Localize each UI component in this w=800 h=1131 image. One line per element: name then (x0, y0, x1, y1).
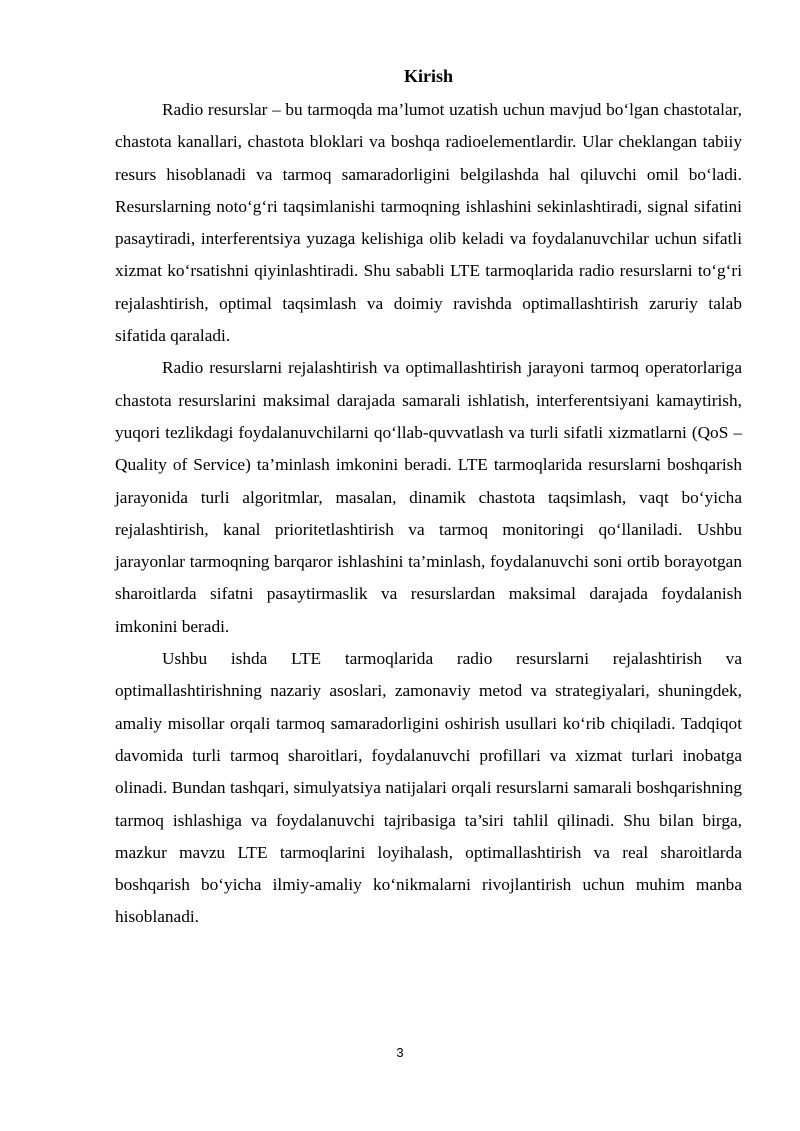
paragraph-3: Ushbu ishda LTE tarmoqlarida radio resurslarni rejalashtirish va optimallashtirishning nazariy asoslari, zamonaviy metod va strategiyalari, shuningdek, amaliy misollar orqali tarmoq samaradorligini oshirish usullari ko‘rib chiqiladi. Tadqiqot davomida turli tarmoq sharoitlari, foydalanuvchi profillari va xizmat turlari inobatga olinadi. Bundan tashqari, simulyatsiya natijalari orqali resurslarni samarali boshqarishning tarmoq ishlashiga va foydalanuvchi tajribasiga ta’siri tahlil qilinadi. Shu bilan birga, mazkur mavzu LTE tarmoqlarini loyihalash, optimallashtirish va real sharoitlarda boshqarish bo‘yicha ilmiy-amaliy ko‘nikmalarni rivojlantirish uchun muhim manba hisoblanadi. (115, 649, 742, 927)
paragraph-1: Radio resurslar – bu tarmoqda ma’lumot uzatish uchun mavjud bo‘lgan chastotalar, chastota kanallari, chastota bloklari va boshqa radioelementlardir. Ular cheklangan tabiiy resurs hisoblanadi va tarmoq samaradorligini belgilashda hal qiluvchi omil bo‘ladi. Resurslarning noto‘g‘ri taqsimlanishi tarmoqning ishlashini sekinlashtiradi, signal sifatini pasaytiradi, interferentsiya yuzaga kelishiga olib keladi va foydalanuvchilar uchun sifatli xizmat ko‘rsatishni qiyinlashtiradi. Shu sababli LTE tarmoqlarida radio resurslarni to‘g‘ri rejalashtirish, optimal taqsimlash va doimiy ravishda optimallashtirish zaruriy talab sifatida qaraladi. (115, 100, 742, 346)
section-heading: Kirish (403, 66, 453, 86)
paragraph-2: Radio resurslarni rejalashtirish va optimallashtirish jarayoni tarmoq operatorlariga chastota resurslarini maksimal darajada samarali ishlatish, interferentsiyani kamaytirish, yuqori tezlikdagi foydalanuvchilarni qo‘llab-quvvatlash va turli sifatli xizmatlarni (QoS – Quality of Service) ta’minlash imkonini beradi. LTE tarmoqlarida resurslarni boshqarish jarayonida turli algoritmlar, masalan, dinamik chastota taqsimlash, vaqt bo‘yicha rejalashtirish, kanal prioritetlashtirish va tarmoq monitoringi qo‘llaniladi. Ushbu jarayonlar tarmoqning barqaror ishlashini ta’minlash, foydalanuvchi soni ortib borayotgan sharoitlarda sifatni pasaytirmaslik va resurslardan maksimal darajada foydalanish imkonini beradi. (115, 358, 742, 636)
page-number: 3 (396, 1045, 404, 1060)
document-page (115, 62, 742, 934)
